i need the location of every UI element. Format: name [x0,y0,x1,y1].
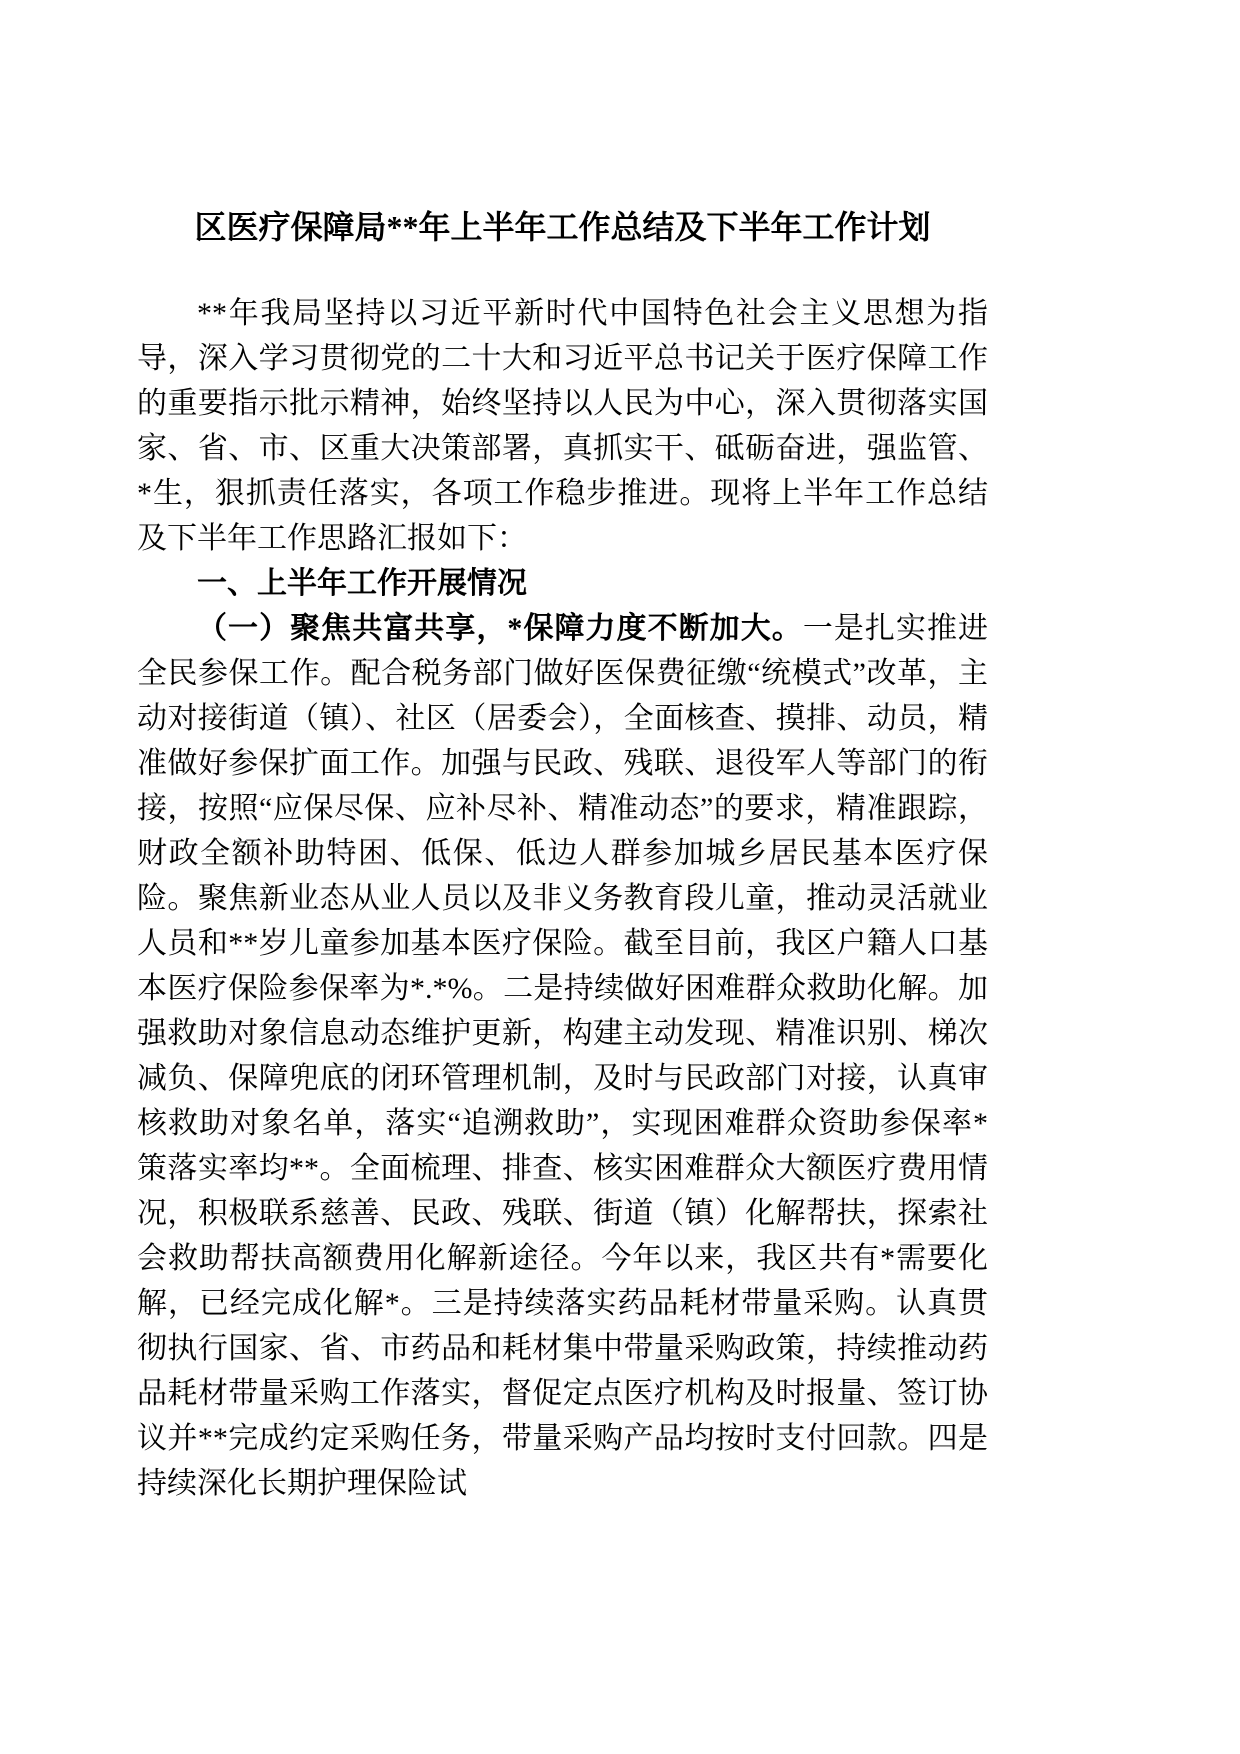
text-run-bold: 一、上半年工作开展情况 [197,567,527,600]
text-run: **年我局坚持以习近平新时代中国特色社会主义思想为指导，深入学习贯彻党的二十大和习近平总书记关于医疗保障工作的重要指示批示精神，始终坚持以人民为中心，深入贯彻落实国家、省、市、区重大决策部署，真抓实干、砥砺奋进，强监管、*生，狠抓责任落实，各项工作稳步推进。现将上半年工作总结及下半年工作思路汇报如下： [137,297,988,555]
text-run: 一是扎实推进全民参保工作。配合税务部门做好医保费征缴“统模式”改革，主动对接街道（镇）、社区（居委会），全面核查、摸排、动员，精准做好参保扩面工作。加强与民政、残联、退役军人等部门的衔接，按照“应保尽保、应补尽补、精准动态”的要求，精准跟踪，财政全额补助特困、低保、低边人群参加城乡居民基本医疗保险。聚焦新业态从业人员以及非义务教育段儿童，推动灵活就业人员和**岁儿童参加基本医疗保险。截至目前，我区户籍人口基本医疗保险参保率为*.*%。二是持续做好困难群众救助化解。加强救助对象信息动态维护更新，构建主动发现、精准识别、梯次减负、保障兜底的闭环管理机制，及时与民政部门对接，认真审核救助对象名单，落实“追溯救助”，实现困难群众资助参保率*策落实率均**。全面梳理、排查、核实困难群众大额医疗费用情况，积极联系慈善、民政、残联、街道（镇）化解帮扶，探索社会救助帮扶高额费用化解新途径。今年以来，我区共有*需要化解，已经完成化解*。三是持续落实药品耗材带量采购。认真贯彻执行国家、省、市药品和耗材集中带量采购政策，持续推动药品耗材带量采购工作落实，督促定点医疗机构及时报量、签订协议并**完成约定采购任务，带量采购产品均按时支付回款。四是持续深化长期护理保险试 [137,612,989,1500]
document-body [137,291,988,1506]
document-title: 区医疗保障局**年上半年工作总结及下半年工作计划 [194,209,931,245]
paragraph [137,291,988,561]
section-heading [137,561,988,606]
text-run-bold: （一）聚焦共富共享，*保障力度不断加大。 [197,612,803,645]
paragraph [137,606,988,1506]
